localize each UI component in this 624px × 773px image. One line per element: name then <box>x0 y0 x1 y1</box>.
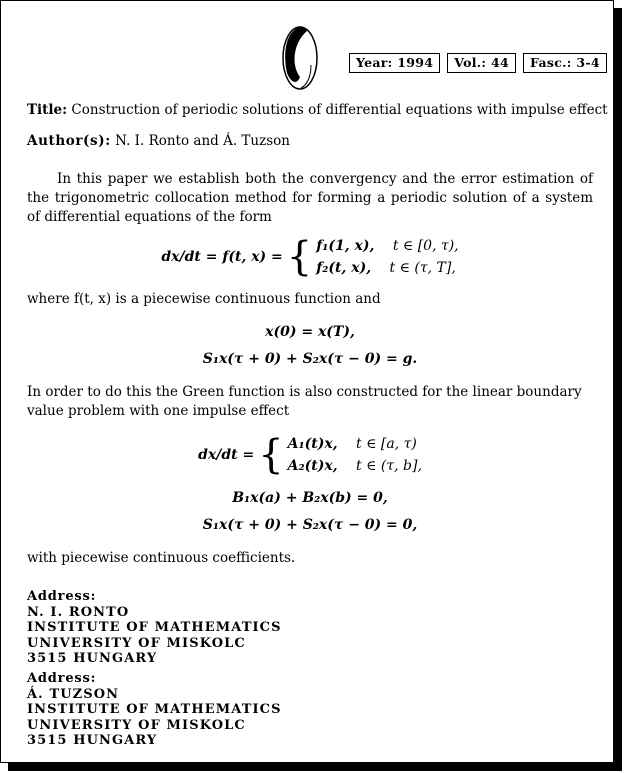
equation-3-lhs: dx/dt = <box>198 447 255 463</box>
abstract-intro <box>27 170 593 227</box>
equation-2b: S₁x(τ + 0) + S₂x(τ − 0) = g. <box>202 351 418 367</box>
address-heading: Address: <box>27 589 97 604</box>
equation-3-cond2: t ∈ (τ, b], <box>356 458 422 474</box>
left-brace-icon: { <box>286 234 313 280</box>
authors-label: Author(s): <box>27 133 111 149</box>
equation-3-cond1: t ∈ [a, τ) <box>356 436 417 452</box>
closing-text: with piecewise continuous coefficients. <box>27 550 296 566</box>
abstract-intro-text: In this paper we establish both the convergency and the error estimation of the trigonometric collocation method for forming a periodic solution of a system of differential equations of the form <box>27 171 593 225</box>
year-badge: Year: 1994 <box>349 53 440 73</box>
volume-badge: Vol.: 44 <box>447 53 516 73</box>
page-shadow-right <box>614 8 622 771</box>
address-line: 3515 HUNGARY <box>27 733 158 748</box>
authors-text: N. I. Ronto and Á. Tuzson <box>115 133 290 149</box>
address-line: Á. TUZSON <box>27 686 120 702</box>
address-line: 3515 HUNGARY <box>27 651 158 666</box>
address-block-1 <box>27 589 282 667</box>
equation-2a: x(0) = x(T), <box>265 324 355 340</box>
title-text: Construction of periodic solutions of differential equations with impulse effect <box>71 102 608 118</box>
address-line: INSTITUTE OF MATHEMATICS <box>27 620 282 635</box>
equation-1 <box>27 235 593 279</box>
where-text: where f(t, x) is a piecewise continuous function and <box>27 291 381 307</box>
equation-4b: S₁x(τ + 0) + S₂x(τ − 0) = 0, <box>202 517 418 533</box>
equation-1-case2: f₂(t, x), <box>316 260 372 276</box>
equation-1-lhs: dx/dt = f(t, x) = <box>161 249 283 265</box>
address-block-2 <box>27 671 282 749</box>
address-line: UNIVERSITY OF MISKOLC <box>27 717 246 733</box>
journal-logo-icon <box>281 25 319 91</box>
equation-3-case2: A₂(t)x, <box>287 458 338 474</box>
address-line: N. I. RONTO <box>27 604 130 620</box>
middle-text: In order to do this the Green function is also constructed for the linear boundary value problem with one impulse effect <box>27 384 582 419</box>
address-line: INSTITUTE OF MATHEMATICS <box>27 702 282 717</box>
equation-1-cond2: t ∈ (τ, T], <box>389 260 456 276</box>
page-shadow-bottom <box>8 763 622 771</box>
equation-4a: B₁x(a) + B₂x(b) = 0, <box>232 490 388 506</box>
issue-badges <box>349 53 607 73</box>
equation-1-case1: f₁(1, x), <box>316 238 375 254</box>
equation-3-case1: A₁(t)x, <box>287 436 338 452</box>
title-label: Title: <box>27 102 68 118</box>
address-heading: Address: <box>27 671 97 686</box>
address-line: UNIVERSITY OF MISKOLC <box>27 635 246 651</box>
left-brace-icon: { <box>258 432 284 478</box>
equation-3 <box>27 433 593 477</box>
title-line <box>27 102 608 118</box>
equation-1-cond1: t ∈ [0, τ), <box>392 238 459 254</box>
fascicle-badge: Fasc.: 3-4 <box>523 53 607 73</box>
authors-line <box>27 133 290 149</box>
